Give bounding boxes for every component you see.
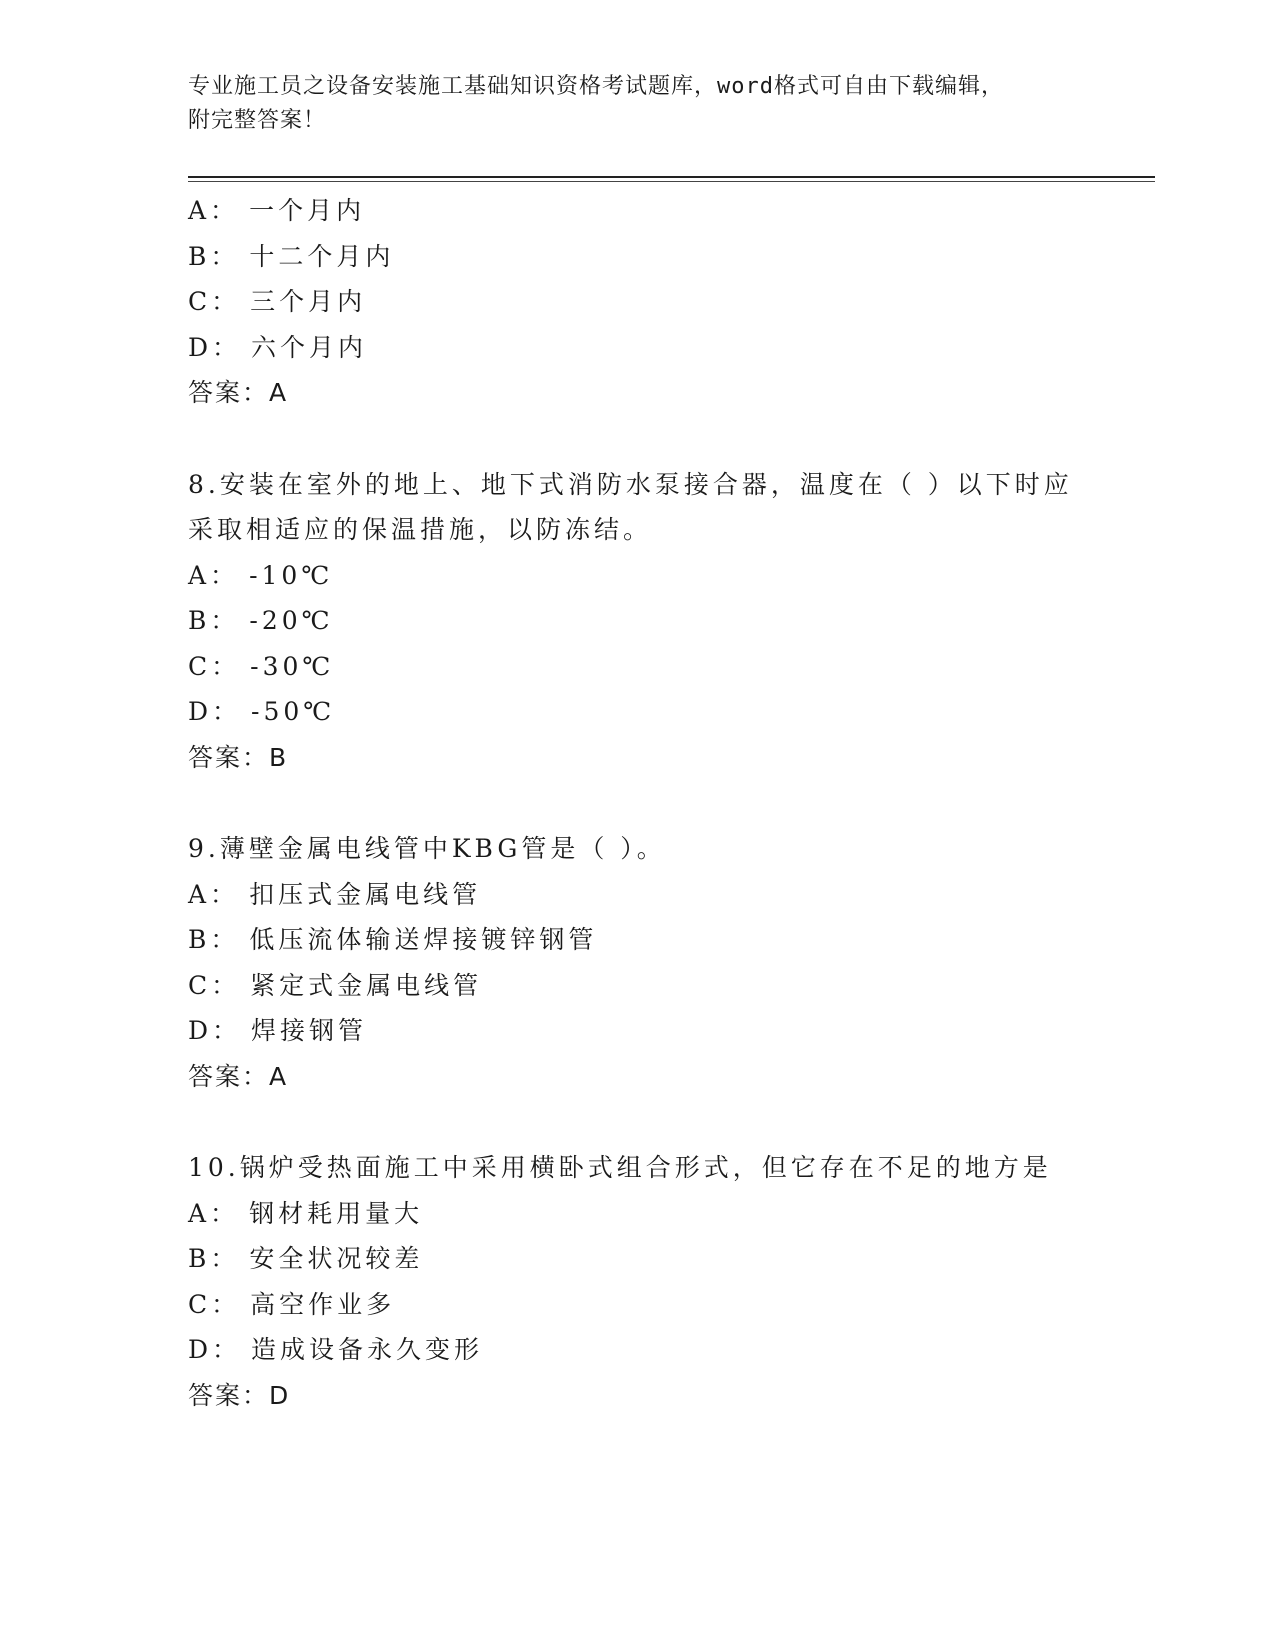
option-key: B： bbox=[188, 1244, 240, 1273]
option-key: C： bbox=[188, 970, 241, 1000]
option-text: 三个月内 bbox=[250, 287, 367, 316]
option-key: D： bbox=[188, 1016, 242, 1045]
answer-line: 答案：B bbox=[188, 742, 289, 772]
option-c bbox=[188, 644, 1155, 690]
option-key: D： bbox=[188, 697, 242, 726]
option-text: 一个月内 bbox=[249, 196, 366, 225]
option-d bbox=[188, 1327, 1155, 1373]
header-line-2: 附完整答案！ bbox=[188, 108, 327, 133]
option-text: 焊接钢管 bbox=[251, 1016, 368, 1045]
option-d bbox=[188, 689, 1155, 735]
option-c bbox=[188, 963, 1155, 1009]
spacer bbox=[188, 780, 1155, 826]
option-key: A： bbox=[188, 560, 240, 590]
option-d bbox=[188, 325, 1155, 371]
option-text: 高空作业多 bbox=[250, 1289, 396, 1319]
question-list bbox=[188, 188, 1155, 1418]
option-text: 钢材耗用量大 bbox=[249, 1198, 424, 1228]
header-divider-thin bbox=[188, 181, 1155, 182]
option-text: 六个月内 bbox=[251, 332, 368, 362]
header-divider-thick bbox=[188, 176, 1155, 178]
option-text: 扣压式金属电线管 bbox=[249, 879, 482, 909]
option-text: 造成设备永久变形 bbox=[251, 1335, 484, 1364]
spacer bbox=[188, 416, 1155, 462]
option-b bbox=[188, 917, 1155, 963]
option-key: B： bbox=[188, 241, 240, 271]
option-a bbox=[188, 188, 1155, 234]
option-key: D： bbox=[188, 1335, 242, 1364]
option-c bbox=[188, 1282, 1155, 1328]
answer-line: 答案：A bbox=[188, 1061, 289, 1091]
option-a bbox=[188, 872, 1155, 918]
option-text: 低压流体输送焊接镀锌钢管 bbox=[249, 925, 598, 954]
option-text: -20℃ bbox=[249, 606, 334, 635]
question-block-9 bbox=[188, 826, 1155, 1099]
option-text: 紧定式金属电线管 bbox=[250, 970, 483, 1000]
option-text: -10℃ bbox=[249, 560, 334, 590]
option-text: -50℃ bbox=[251, 697, 336, 726]
option-a bbox=[188, 553, 1155, 599]
option-key: B： bbox=[188, 606, 240, 635]
header-line-1: 专业施工员之设备安装施工基础知识资格考试题库，word格式可自由下载编辑， bbox=[188, 74, 1004, 99]
question-block-7 bbox=[188, 188, 1155, 416]
question-stem: 采取相适应的保温措施，以防冻结。 bbox=[188, 515, 653, 544]
option-key: D： bbox=[188, 332, 242, 362]
question-stem: 9.薄壁金属电线管中KBG管是（ ）。 bbox=[188, 834, 666, 863]
option-key: A： bbox=[188, 879, 240, 909]
option-text: 十二个月内 bbox=[249, 241, 395, 271]
question-stem: 8.安装在室外的地上、地下式消防水泵接合器，温度在（ ）以下时应 bbox=[188, 469, 1073, 499]
option-c bbox=[188, 279, 1155, 325]
option-key: A： bbox=[188, 196, 240, 225]
answer-line: 答案：A bbox=[188, 378, 289, 407]
question-block-10 bbox=[188, 1145, 1155, 1418]
option-d bbox=[188, 1008, 1155, 1054]
option-key: C： bbox=[188, 287, 241, 316]
option-b bbox=[188, 1236, 1155, 1282]
spacer bbox=[188, 1099, 1155, 1145]
option-text: 安全状况较差 bbox=[249, 1244, 424, 1273]
option-a bbox=[188, 1191, 1155, 1237]
option-b bbox=[188, 234, 1155, 280]
option-key: C： bbox=[188, 651, 241, 681]
option-text: -30℃ bbox=[250, 651, 335, 681]
answer-line: 答案：D bbox=[188, 1380, 291, 1410]
document-header bbox=[188, 70, 1088, 138]
option-key: A： bbox=[188, 1198, 240, 1228]
option-b bbox=[188, 598, 1155, 644]
option-key: B： bbox=[188, 925, 240, 954]
option-key: C： bbox=[188, 1289, 241, 1319]
question-stem: 10.锅炉受热面施工中采用横卧式组合形式，但它存在不足的地方是 bbox=[188, 1153, 1052, 1182]
question-block-8 bbox=[188, 462, 1155, 781]
